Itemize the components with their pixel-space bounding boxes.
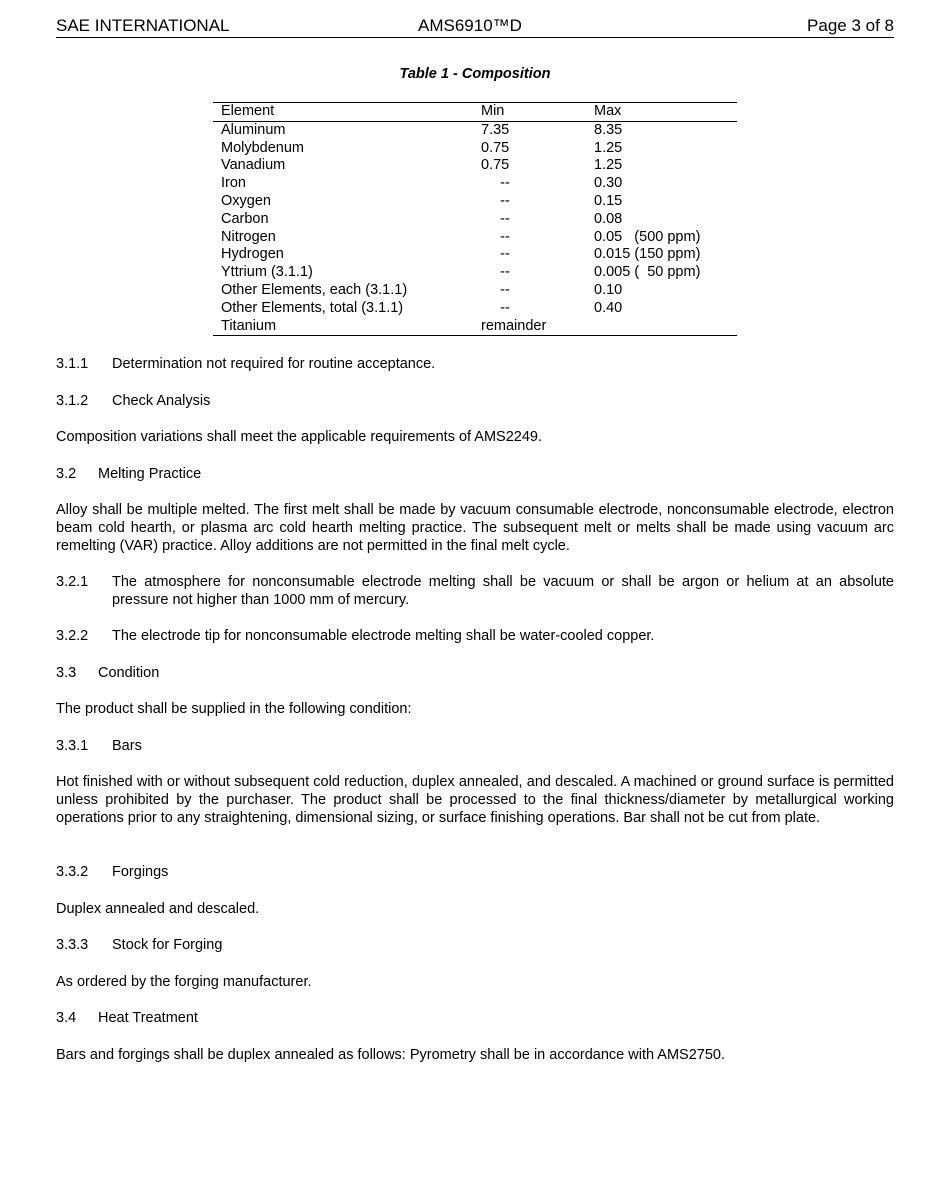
cell-min: -- bbox=[500, 246, 510, 263]
paragraph-3-3-1 bbox=[56, 773, 894, 827]
composition-table bbox=[213, 102, 737, 336]
section-3-3-1-heading bbox=[56, 737, 894, 755]
cell-element: Vanadium bbox=[221, 157, 286, 174]
section-3-3-heading bbox=[56, 664, 894, 682]
section-number: 3.4 bbox=[56, 1010, 77, 1026]
cell-element: Oxygen bbox=[221, 192, 271, 209]
cell-min: -- bbox=[500, 281, 510, 298]
cell-max: 1.25 bbox=[594, 157, 623, 174]
cell-element: Titanium bbox=[221, 317, 277, 334]
table-title: Table 1 - Composition bbox=[399, 66, 551, 82]
page-header bbox=[56, 15, 894, 38]
cell-element: Other Elements, each (3.1.1) bbox=[221, 281, 408, 298]
section-number: 3.3.1 bbox=[56, 738, 89, 754]
section-title: Stock for Forging bbox=[112, 937, 223, 953]
paragraph-3-2 bbox=[56, 501, 894, 555]
table-row bbox=[213, 193, 737, 211]
section-title: Condition bbox=[98, 665, 160, 681]
cell-max: 0.005 ( 50 ppm) bbox=[594, 264, 701, 281]
section-number: 3.1.2 bbox=[56, 393, 89, 409]
cell-min: -- bbox=[500, 228, 510, 245]
section-3-1-2-heading bbox=[56, 392, 894, 410]
table-row bbox=[213, 300, 737, 318]
cell-element: Nitrogen bbox=[221, 228, 276, 245]
paragraph-text: The product shall be supplied in the following condition: bbox=[56, 701, 412, 717]
cell-min: -- bbox=[500, 299, 510, 316]
cell-element: Other Elements, total (3.1.1) bbox=[221, 299, 404, 316]
cell-max: 8.35 bbox=[594, 121, 623, 138]
cell-min: 0.75 bbox=[481, 157, 510, 174]
section-number: 3.3.3 bbox=[56, 937, 89, 953]
column-header-element: Element bbox=[221, 103, 275, 119]
cell-min: -- bbox=[500, 192, 510, 209]
section-title: Melting Practice bbox=[98, 466, 202, 482]
cell-max: 0.40 bbox=[594, 299, 623, 316]
section-3-4-heading bbox=[56, 1009, 894, 1027]
header-page-number: Page 3 of 8 bbox=[807, 16, 894, 35]
cell-max: 0.15 bbox=[594, 192, 623, 209]
section-title: Forgings bbox=[112, 864, 169, 880]
cell-max: 0.08 bbox=[594, 210, 623, 227]
section-title: Heat Treatment bbox=[98, 1010, 198, 1026]
table-row bbox=[213, 282, 737, 300]
paragraph-3-1-2 bbox=[56, 428, 894, 446]
paragraph-text: Alloy shall be multiple melted. The first melt shall be made by vacuum consumable electrode, nonconsumable electrode, electron beam cold hearth, or plasma arc cold hearth melting practice. The subsequent melt or melts shall be made using vacuum arc remelting (VAR) practice. Alloy additions are not permitted in the final melt cycle. bbox=[56, 502, 894, 554]
section-number: 3.2 bbox=[56, 466, 77, 482]
section-3-2-1 bbox=[56, 573, 894, 609]
paragraph-text: Hot finished with or without subsequent cold reduction, duplex annealed, and descaled. A machined or ground surface is permitted unless prohibited by the purchaser. The product shall be processed to the final thickness/diameter by metallurgical working operations prior to any straightening, dimensional sizing, or surface finishing operations. Bar shall not be cut from plate. bbox=[56, 774, 894, 826]
table-row bbox=[213, 140, 737, 158]
paragraph-text: Composition variations shall meet the applicable requirements of AMS2249. bbox=[56, 429, 543, 445]
table-row bbox=[213, 246, 737, 264]
section-text: Determination not required for routine acceptance. bbox=[112, 356, 436, 372]
cell-min: 7.35 bbox=[481, 121, 510, 138]
paragraph-text: The atmosphere for nonconsumable electrode melting shall be vacuum or shall be argon or helium at an absolute pressure not higher than 1000 mm of mercury. bbox=[112, 574, 894, 608]
cell-element: Aluminum bbox=[221, 121, 286, 138]
cell-element: Molybdenum bbox=[221, 139, 305, 156]
section-title: Bars bbox=[112, 738, 142, 754]
cell-min: -- bbox=[500, 210, 510, 227]
table-row bbox=[213, 318, 737, 336]
section-title: Check Analysis bbox=[112, 393, 211, 409]
table-row bbox=[213, 211, 737, 229]
table-row bbox=[213, 264, 737, 282]
table-row bbox=[213, 157, 737, 175]
paragraph-3-3-3 bbox=[56, 973, 894, 991]
column-header-max: Max bbox=[594, 103, 622, 119]
column-header-min: Min bbox=[481, 103, 505, 119]
cell-element: Hydrogen bbox=[221, 246, 284, 263]
paragraph-3-3-2 bbox=[56, 900, 894, 918]
paragraph-3-4 bbox=[56, 1046, 894, 1064]
cell-min: -- bbox=[500, 264, 510, 281]
cell-element: Carbon bbox=[221, 210, 269, 227]
cell-element: Yttrium (3.1.1) bbox=[221, 264, 313, 281]
cell-max: 0.015 (150 ppm) bbox=[594, 246, 701, 263]
section-3-3-3-heading bbox=[56, 936, 894, 954]
header-doc-number: AMS6910™D bbox=[418, 16, 522, 35]
section-number: 3.3.2 bbox=[56, 864, 89, 880]
table-header-row bbox=[213, 103, 737, 122]
cell-min: remainder bbox=[481, 317, 547, 334]
cell-max: 0.05 (500 ppm) bbox=[594, 228, 701, 245]
table-row bbox=[213, 175, 737, 193]
section-text: The electrode tip for nonconsumable electrode melting shall be water-cooled copper. bbox=[112, 628, 655, 644]
header-org: SAE INTERNATIONAL bbox=[56, 16, 230, 35]
paragraph-text: As ordered by the forging manufacturer. bbox=[56, 974, 312, 990]
paragraph-text: Duplex annealed and descaled. bbox=[56, 901, 260, 917]
section-number: 3.2.1 bbox=[56, 574, 89, 590]
cell-min: 0.75 bbox=[481, 139, 510, 156]
cell-max: 0.10 bbox=[594, 281, 623, 298]
section-number: 3.1.1 bbox=[56, 356, 89, 372]
section-number: 3.3 bbox=[56, 665, 77, 681]
section-number: 3.2.2 bbox=[56, 628, 89, 644]
paragraph-3-3 bbox=[56, 700, 894, 718]
table-row bbox=[213, 229, 737, 247]
section-3-1-1 bbox=[56, 355, 894, 373]
table-row bbox=[213, 122, 737, 140]
section-3-2-2 bbox=[56, 627, 894, 645]
cell-max: 1.25 bbox=[594, 139, 623, 156]
cell-element: Iron bbox=[221, 175, 246, 192]
paragraph-text: Bars and forgings shall be duplex annealed as follows: Pyrometry shall be in accordance with AMS2750. bbox=[56, 1047, 725, 1063]
section-3-3-2-heading bbox=[56, 863, 894, 881]
cell-max: 0.30 bbox=[594, 175, 623, 192]
section-3-2-heading bbox=[56, 465, 894, 483]
cell-min: -- bbox=[500, 175, 510, 192]
